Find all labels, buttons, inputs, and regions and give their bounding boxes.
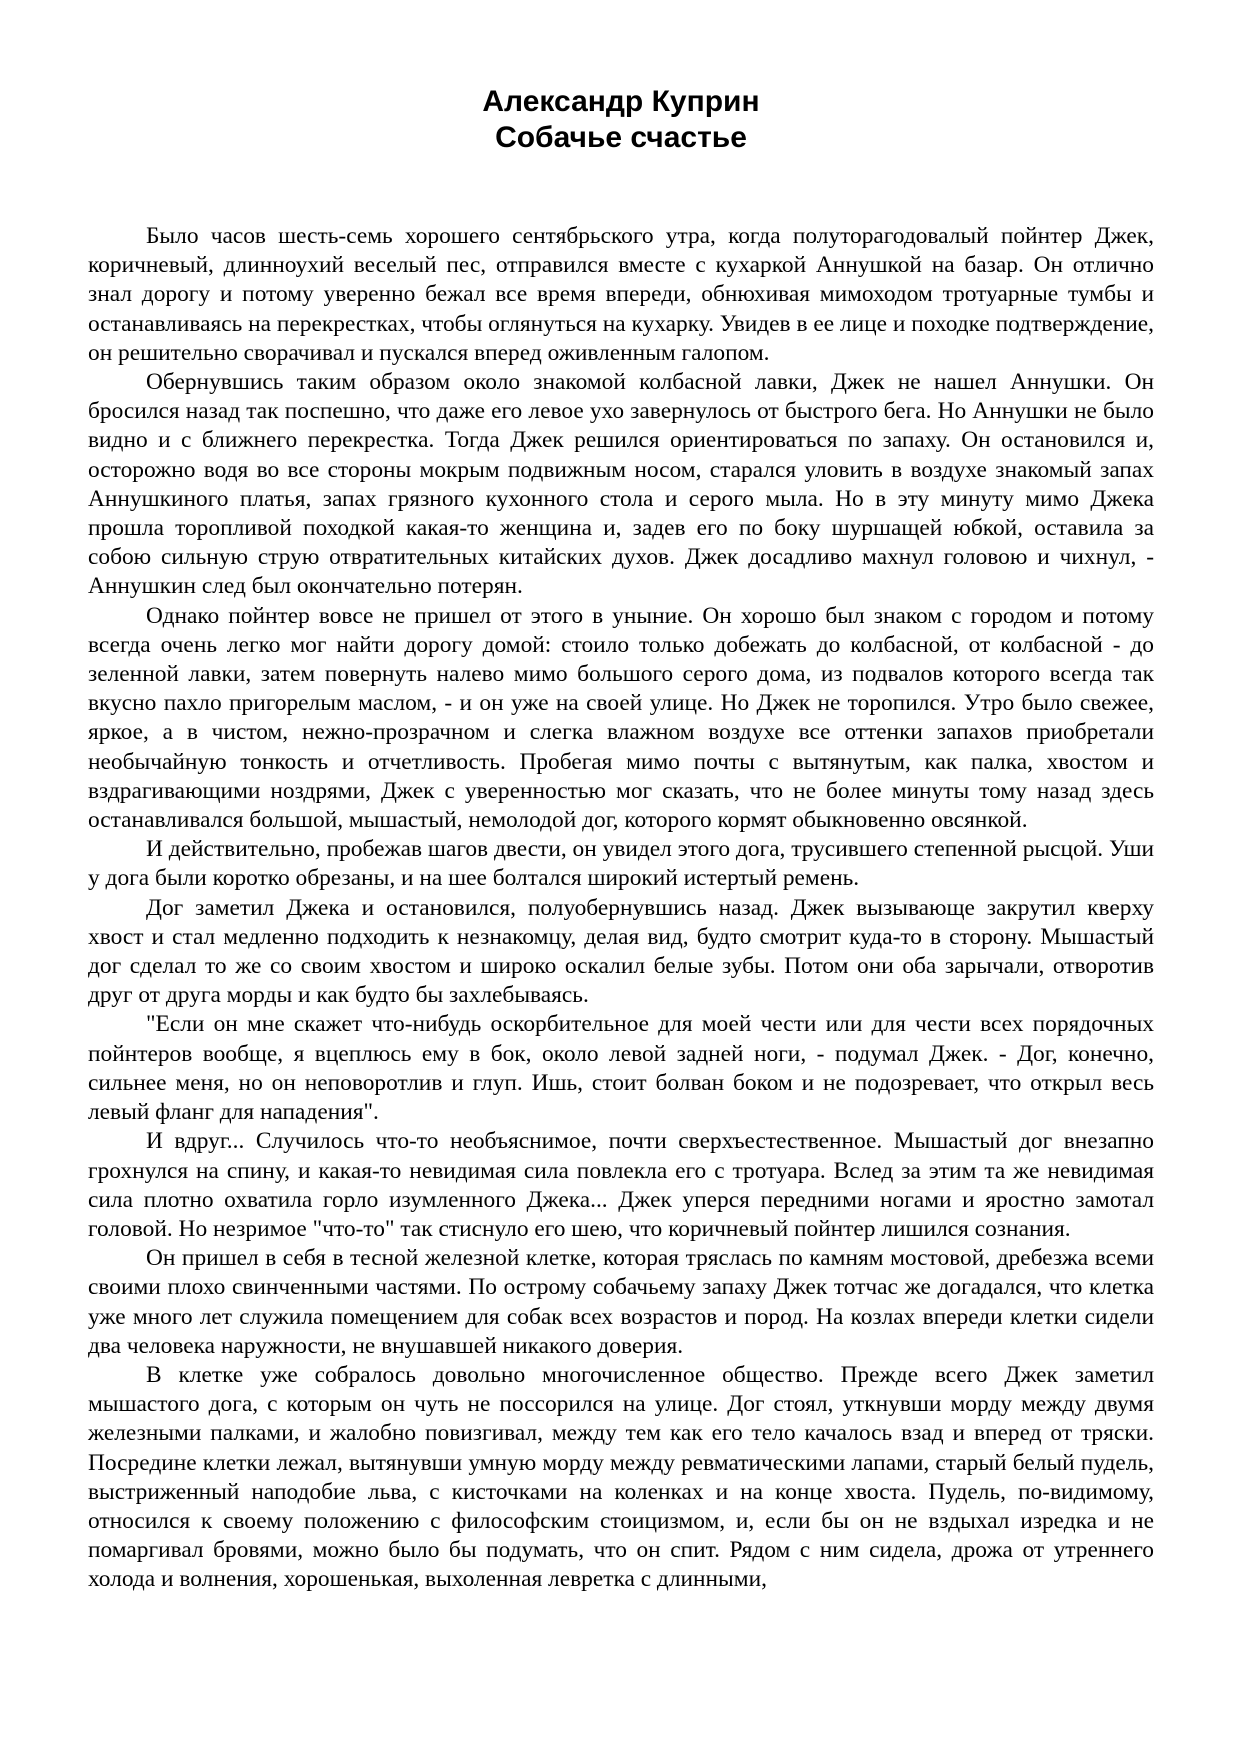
story-title: Собачье счастье — [495, 121, 747, 154]
story-body — [88, 222, 1154, 1595]
paragraph: В клетке уже собралось довольно многочисленное общество. Прежде всего Джек заметил мышастого дога, с которым он чуть не поссорился на улице. Дог стоял, уткнувши морду между двумя железными палками, и жалобно повизгивал, между тем как его тело качалось взад и вперед от тряски. Посредине клетки лежал, вытянувши умную морду между ревматическими лапами, старый белый пудель, выстриженный наподобие льва, с кисточками на коленках и на конце хвоста. Пудель, по-видимому, относился к своему положению с философским стоицизмом, и, если бы он не вздыхал изредка и не помаргивал бровями, можно было бы подумать, что он спит. Рядом с ним сидела, дрожа от утреннего холода и волнения, хорошенькая, выхоленная левретка с длинными, — [88, 1361, 1154, 1593]
paragraph: Он пришел в себя в тесной железной клетке, которая тряслась по камням мостовой, дребезжа всеми своими плохо свинченными частями. По острому собачьему запаху Джек тотчас же догадался, что клетка уже много лет служила помещением для собак всех возрастов и пород. На козлах впереди клетки сидели два человека наружности, не внушавшей никакого доверия. — [88, 1245, 1154, 1359]
author-name: Александр Куприн — [482, 85, 760, 118]
paragraph: Было часов шесть-семь хорошего сентябрьского утра, когда полуторагодовалый пойнтер Джек, коричневый, длинноухий веселый пес, отправился вместе с кухаркой Аннушкой на базар. Он отлично знал дорогу и потому уверенно бежал все время впереди, обнюхивая мимоходом тротуарные тумбы и останавливаясь на перекрестках, чтобы оглянуться на кухарку. Увидев в ее лице и походке подтверждение, он решительно сворачивал и пускался вперед оживленным галопом. — [88, 223, 1154, 366]
title-block — [0, 84, 1242, 156]
paragraph: Однако пойнтер вовсе не пришел от этого в уныние. Он хорошо был знаком с городом и потому всегда очень легко мог найти дорогу домой: стоило только добежать до колбасной, от колбасной - до зеленной лавки, затем повернуть налево мимо большого серого дома, из подвалов которого всегда так вкусно пахло пригорелым маслом, - и он уже на своей улице. Но Джек не торопился. Утро было свежее, яркое, а в чистом, нежно-прозрачном и слегка влажном воздухе все оттенки запахов приобретали необычайную тонкость и отчетливость. Пробегая мимо почты с вытянутым, как палка, хвостом и вздрагивающими ноздрями, Джек с уверенностью мог сказать, что не более минуты тому назад здесь останавливался большой, мышастый, немолодой дог, которого кормят обыкновенно овсянкой. — [88, 602, 1154, 834]
paragraph: И вдруг... Случилось что-то необъяснимое, почти сверхъестественное. Мышастый дог внезапно грохнулся на спину, и какая-то невидимая сила повлекла его с тротуара. Вслед за этим та же невидимая сила плотно охватила горло изумленного Джека... Джек уперся передними ногами и яростно замотал головой. Но незримое "что-то" так стиснуло его шею, что коричневый пойнтер лишился сознания. — [88, 1128, 1154, 1242]
paragraph: "Если он мне скажет что-нибудь оскорбительное для моей чести или для чести всех порядочных пойнтеров вообще, я вцеплюсь ему в бок, около левой задней ноги, - подумал Джек. - Дог, конечно, сильнее меня, но он неповоротлив и глуп. Ишь, стоит болван боком и не подозревает, что открыл весь левый фланг для нападения". — [88, 1011, 1154, 1126]
paragraph: Дог заметил Джека и остановился, полуобернувшись назад. Джек вызывающе закрутил кверху хвост и стал медленно подходить к незнакомцу, делая вид, будто смотрит куда-то в сторону. Мышастый дог сделал то же со своим хвостом и широко оскалил белые зубы. Потом они оба зарычали, отворотив друг от друга морды и как будто бы захлебываясь. — [88, 894, 1154, 1009]
paragraph: И действительно, пробежав шагов двести, он увидел этого дога, трусившего степенной рысцой. Уши у дога были коротко обрезаны, и на шее болтался широкий истертый ремень. — [88, 836, 1154, 892]
paragraph: Обернувшись таким образом около знакомой колбасной лавки, Джек не нашел Аннушки. Он бросился назад так поспешно, что даже его левое ухо завернулось от быстрого бега. Но Аннушки не было видно и с ближнего перекрестка. Тогда Джек решился ориентироваться по запаху. Он остановился и, осторожно водя во все стороны мокрым подвижным носом, старался уловить в воздухе знакомый запах Аннушкиного платья, запах грязного кухонного стола и серого мыла. Но в эту минуту мимо Джека прошла торопливой походкой какая-то женщина и, задев его по боку шуршащей юбкой, оставила за собою сильную струю отвратительных китайских духов. Джек досадливо махнул головою и чихнул, - Аннушкин след был окончательно потерян. — [88, 369, 1154, 600]
